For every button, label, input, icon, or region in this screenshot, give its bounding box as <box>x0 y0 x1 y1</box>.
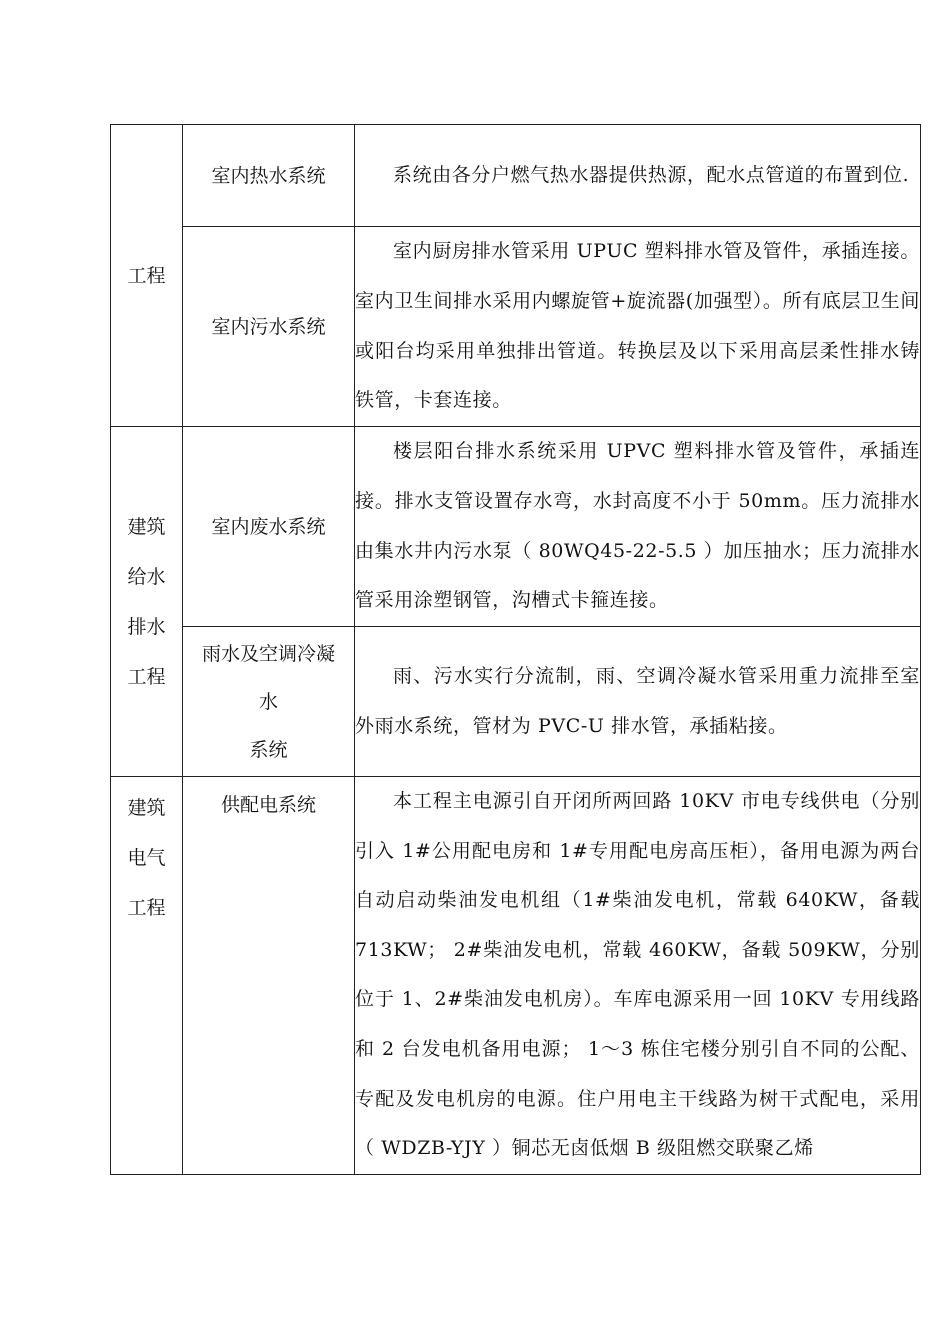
table-row <box>111 427 921 627</box>
table-row <box>111 125 921 227</box>
category-label: 建筑 <box>127 515 166 538</box>
category-label: 电气 <box>127 847 166 869</box>
table-row <box>111 627 921 777</box>
system-label: 室内废水系统 <box>211 516 326 538</box>
description-text: 室内厨房排水管采用 UPUC 塑料排水管及管件，承插连接。室内卫生间排水采用内螺旋管+旋流器(加强型）。所有底层卫生间或阳台均采用单独排出管道。转换层及以下采用高层柔性排水铸铁管，卡套连接。 <box>355 240 920 412</box>
category-label: 工程 <box>127 665 166 688</box>
category-label: 建筑 <box>127 797 166 819</box>
category-cell <box>111 777 183 1175</box>
system-label: 系统 <box>249 738 288 761</box>
system-label: 供配电系统 <box>220 794 316 816</box>
system-label: 水 <box>258 690 278 713</box>
system-cell <box>183 777 355 1175</box>
description-text: 雨、污水实行分流制，雨、空调冷凝水管采用重力流排至室外雨水系统，管材为 PVC-U 排水管，承插粘接。 <box>355 664 920 737</box>
description-cell <box>355 125 921 227</box>
system-cell <box>183 125 355 227</box>
system-cell <box>183 227 355 427</box>
category-label: 工程 <box>127 264 166 287</box>
description-text: 本工程主电源引自开闭所两回路 10KV 市电专线供电（分别引入 1#公用配电房和 1#专用配电房高压柜），备用电源为两台自动启动柴油发电机组（1#柴油发电机，常载 640KW，备载 713KW； 2#柴油发电机，常载 460KW，备载 509KW，分别位于 1、2#柴油发电机房）。车库电源采用一回 10KV 专用线路和 2 台发电机备用电源； 1～3 栋住宅楼分别引自不同的公配、专配及发电机房的电源。住户用电主干线路为树干式配电，采用（ WDZB-YJY ）铜芯无卤低烟 B 级阻燃交联聚乙烯 <box>355 790 920 1160</box>
category-cell <box>111 427 183 777</box>
description-text: 系统由各分户燃气热水器提供热源，配水点管道的布置到位. <box>393 163 910 186</box>
description-cell <box>355 777 921 1175</box>
description-cell <box>355 427 921 627</box>
description-cell <box>355 227 921 427</box>
category-label: 工程 <box>127 897 166 919</box>
category-label: 排水 <box>127 615 166 638</box>
system-cell <box>183 627 355 777</box>
system-cell <box>183 427 355 627</box>
system-label: 雨水及空调冷凝 <box>201 642 335 665</box>
system-label: 室内污水系统 <box>211 315 326 338</box>
table-row <box>111 777 921 1175</box>
description-text: 楼层阳台排水系统采用 UPVC 塑料排水管及管件，承插连接。排水支管设置存水弯，水封高度不小于 50mm。压力流排水由集水井内污水泵（ 80WQ45-22-5.5 ）加压抽水；压力流排水管采用涂塑钢管，沟槽式卡箍连接。 <box>355 440 920 612</box>
category-label: 给水 <box>127 565 166 588</box>
system-label: 室内热水系统 <box>211 164 326 187</box>
description-cell <box>355 627 921 777</box>
engineering-systems-table <box>110 124 921 1175</box>
category-cell <box>111 125 183 427</box>
table-row <box>111 227 921 427</box>
